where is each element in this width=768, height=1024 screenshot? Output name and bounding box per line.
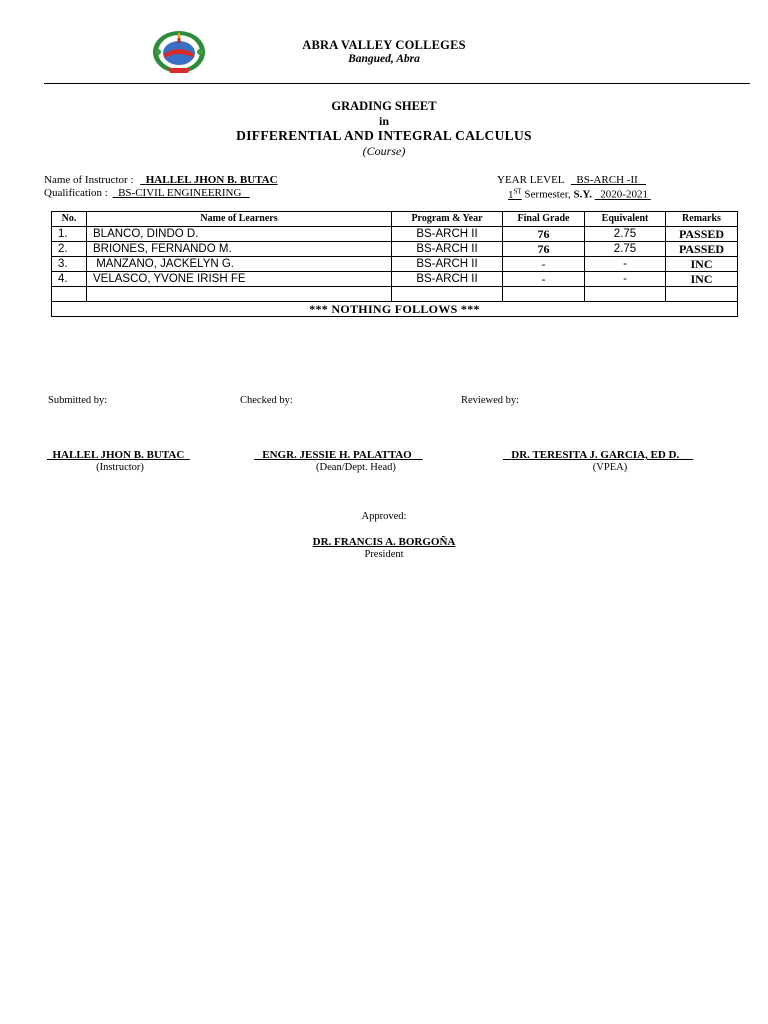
- sy-value: 2020-2021: [600, 188, 648, 201]
- row-program: BS-ARCH II: [392, 227, 503, 242]
- instructor-line: [44, 174, 278, 186]
- row-program: BS-ARCH II: [392, 242, 503, 257]
- year-level-label: YEAR LEVEL: [497, 174, 565, 186]
- school-location: Bangued, Abra: [348, 53, 420, 65]
- row-grade: 76: [503, 227, 585, 242]
- row-name: VELASCO, YVONE IRISH FE: [87, 272, 392, 287]
- row-name: BRIONES, FERNANDO M.: [87, 242, 392, 257]
- header-name: Name of Learners: [87, 212, 392, 227]
- row-equivalent: -: [585, 257, 666, 272]
- reviewed-by-label: Reviewed by:: [461, 395, 520, 406]
- header-equivalent: Equivalent: [585, 212, 666, 227]
- year-level-line: [497, 174, 646, 186]
- row-remarks: INC: [666, 257, 738, 272]
- vpea-signature-title: (VPEA): [592, 462, 628, 473]
- row-program: BS-ARCH II: [392, 257, 503, 272]
- table-row: [52, 227, 738, 242]
- header-remarks: Remarks: [666, 212, 738, 227]
- row-remarks: PASSED: [666, 227, 738, 242]
- dean-signature-title: (Dean/Dept. Head): [316, 462, 396, 473]
- table-footer-row: [52, 302, 738, 317]
- semester-number: 1ST: [508, 187, 522, 201]
- row-no: 4.: [52, 272, 87, 287]
- grades-table: [51, 211, 738, 317]
- table-row: [52, 272, 738, 287]
- instructor-value: HALLEL JHON B. BUTAC: [145, 174, 278, 186]
- instructor-signature-title: (Instructor): [96, 462, 144, 473]
- vpea-signature-name: DR. TERESITA J. GARCIA, ED D.: [511, 449, 680, 461]
- row-name: MANZANO, JACKELYN G.: [87, 257, 392, 272]
- dean-signature-name: ENGR. JESSIE H. PALATTAO: [262, 449, 412, 461]
- course-title: DIFFERENTIAL AND INTEGRAL CALCULUS: [236, 128, 532, 143]
- qualification-value: BS-CIVIL ENGINEERING: [118, 187, 242, 199]
- nothing-follows: *** NOTHING FOLLOWS ***: [52, 302, 738, 317]
- row-grade: -: [503, 272, 585, 287]
- sheet-title: GRADING SHEET: [331, 99, 437, 113]
- row-no: 3.: [52, 257, 87, 272]
- table-row: [52, 242, 738, 257]
- header-no: No.: [52, 212, 87, 227]
- year-level-value: BS-ARCH -II: [576, 174, 638, 186]
- row-name: BLANCO, DINDO D.: [87, 227, 392, 242]
- header-program: Program & Year: [392, 212, 503, 227]
- qualification-line: [44, 187, 250, 199]
- school-name: ABRA VALLEY COLLEGES: [302, 38, 466, 52]
- row-remarks: PASSED: [666, 242, 738, 257]
- president-signature-title: President: [364, 549, 404, 560]
- row-program: BS-ARCH II: [392, 272, 503, 287]
- row-equivalent: 2.75: [585, 227, 666, 242]
- table-row-empty: [52, 287, 738, 302]
- sy-label: S.Y.: [573, 188, 593, 201]
- approved-label: Approved:: [361, 511, 407, 522]
- course-note: (Course): [362, 144, 406, 158]
- header-final-grade: Final Grade: [503, 212, 585, 227]
- table-row: [52, 257, 738, 272]
- qualification-label: Qualification :: [44, 187, 108, 199]
- semester-word: Sermester,: [524, 188, 571, 201]
- instructor-label: Name of Instructor :: [44, 174, 134, 186]
- row-no: 1.: [52, 227, 87, 242]
- president-signature-name: DR. FRANCIS A. BORGOÑA: [312, 536, 456, 548]
- row-remarks: INC: [666, 272, 738, 287]
- table-header-row: [52, 212, 738, 227]
- header-divider: [44, 83, 750, 84]
- row-no: 2.: [52, 242, 87, 257]
- semester-line: [508, 187, 651, 201]
- instructor-signature-name: HALLEL JHON B. BUTAC: [52, 449, 185, 461]
- row-equivalent: 2.75: [585, 242, 666, 257]
- submitted-by-label: Submitted by:: [48, 395, 108, 406]
- row-grade: -: [503, 257, 585, 272]
- row-equivalent: -: [585, 272, 666, 287]
- checked-by-label: Checked by:: [240, 395, 293, 406]
- row-grade: 76: [503, 242, 585, 257]
- title-connector: in: [378, 114, 389, 128]
